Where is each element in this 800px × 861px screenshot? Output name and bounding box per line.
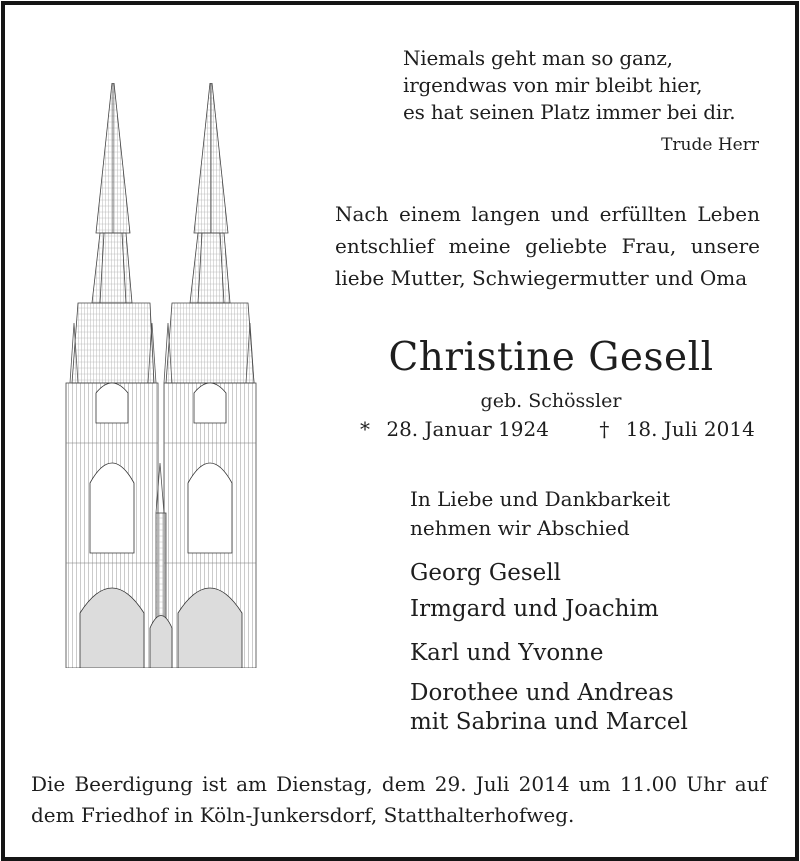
intro-text: [335, 198, 760, 294]
cathedral-illustration: [60, 83, 260, 668]
family-member: Dorothee und Andreas: [410, 680, 674, 706]
poem-line: Niemals geht man so ganz,: [403, 46, 673, 70]
intro-line: Nach einem langen und erfüllten Leben: [335, 202, 760, 226]
life-dates: [360, 417, 755, 441]
farewell-text: [410, 485, 670, 543]
farewell-line: nehmen wir Abschied: [410, 516, 630, 540]
poem-line: irgendwas von mir bleibt hier,: [403, 73, 703, 97]
quote-author: Trude Herr: [661, 135, 759, 155]
funeral-line: Die Beerdigung ist am Dienstag, dem 29. Juli 2014 um 11.00 Uhr auf: [31, 772, 767, 796]
right-spire: [166, 83, 254, 383]
poem-line: es hat seinen Platz immer bei dir.: [403, 100, 736, 124]
intro-line: liebe Mutter, Schwiegermutter und Oma: [335, 266, 748, 290]
birth-date: 28. Januar 1924: [386, 417, 549, 441]
family-member: Irmgard und Joachim: [410, 596, 659, 622]
obituary-notice: [1, 1, 799, 861]
family-member: Karl und Yvonne: [410, 640, 604, 666]
funeral-info: [31, 769, 767, 831]
death-date: 18. Juli 2014: [625, 417, 755, 441]
family-list: [410, 555, 688, 737]
farewell-line: In Liebe und Dankbarkeit: [410, 487, 671, 511]
poem-quote: [403, 45, 735, 126]
intro-line: entschlief meine geliebte Frau, unsere: [335, 234, 760, 258]
deceased-name: Christine Gesell: [388, 335, 714, 380]
family-member: Georg Gesell: [410, 560, 561, 586]
funeral-line: dem Friedhof in Köln-Junkersdorf, Statthalterhofweg.: [31, 803, 575, 827]
maiden-name: geb. Schössler: [480, 390, 622, 412]
death-cross-icon: †: [599, 417, 610, 441]
left-spire: [72, 83, 154, 383]
birth-star-icon: *: [360, 417, 370, 441]
family-member: mit Sabrina und Marcel: [410, 709, 688, 735]
